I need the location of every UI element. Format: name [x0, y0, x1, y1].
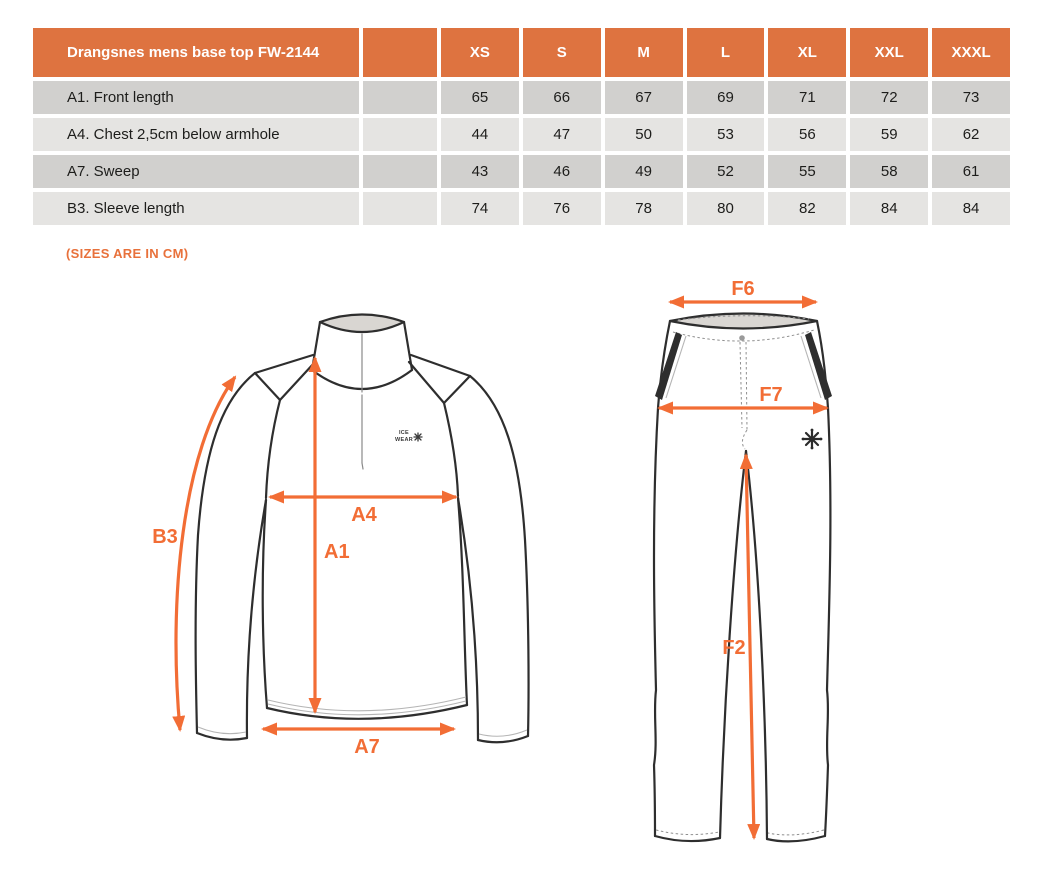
base-top-measurement-diagram [120, 300, 600, 770]
table-cell: 74 [441, 192, 519, 225]
shirt-right-raglan-seam [444, 403, 458, 496]
size-header-m: M [605, 28, 683, 77]
shirt-right-cuff-stitch [479, 730, 527, 736]
table-cell: 43 [441, 155, 519, 188]
table-cell: 71 [768, 81, 846, 114]
sleeve-length-arrow-b3 [176, 377, 235, 730]
size-header-xs: XS [441, 28, 519, 77]
shirt-left-raglan-seam [266, 400, 280, 498]
size-table [33, 28, 1010, 225]
shirt-collar-opening [320, 315, 404, 333]
front-length-label: A1 [324, 541, 350, 563]
table-header-spacer [363, 28, 437, 77]
row-label-sweep: A7. Sweep [33, 155, 359, 188]
table-cell: 61 [932, 155, 1010, 188]
table-cell: 52 [687, 155, 765, 188]
brand-logo-line2: WEAR [394, 437, 414, 443]
pants-fly-j-stitch [742, 430, 747, 449]
table-cell: 72 [850, 81, 928, 114]
pants-fly-stitch-left [740, 342, 742, 428]
table-cell: 73 [932, 81, 1010, 114]
size-header-s: S [523, 28, 601, 77]
pants-measurement-diagram [620, 270, 920, 880]
table-cell: 84 [850, 192, 928, 225]
pants-snowflake-icon [802, 429, 823, 450]
table-cell: 56 [768, 118, 846, 151]
shirt-left-shoulder [255, 355, 313, 373]
table-cell: 69 [687, 81, 765, 114]
row-spacer [363, 192, 437, 225]
table-cell: 78 [605, 192, 683, 225]
table-cell: 50 [605, 118, 683, 151]
pants-fly-stitch-right [746, 342, 747, 430]
pants-left-hem-stitch [656, 830, 719, 835]
shirt-right-shoulder [411, 355, 470, 376]
table-cell: 47 [523, 118, 601, 151]
row-spacer [363, 81, 437, 114]
table-cell: 55 [768, 155, 846, 188]
row-label-sleeve-length: B3. Sleeve length [33, 192, 359, 225]
pants-button [739, 335, 745, 341]
table-cell: 67 [605, 81, 683, 114]
table-cell: 44 [441, 118, 519, 151]
table-cell: 65 [441, 81, 519, 114]
inseam-label: F2 [722, 637, 746, 659]
shirt-left-cuff [197, 733, 247, 740]
size-header-l: L [687, 28, 765, 77]
pants-right-side [817, 321, 830, 836]
pants-right-hem [767, 836, 825, 841]
shirt-right-sleeve-outline [470, 376, 529, 736]
shirt-right-shoulder-panel-seam [409, 362, 470, 403]
table-cell: 62 [932, 118, 1010, 151]
table-cell: 76 [523, 192, 601, 225]
row-spacer [363, 118, 437, 151]
shirt-collar-right-edge [404, 322, 412, 370]
shirt-left-sleeve-outline [196, 373, 255, 733]
unit-note: (SIZES ARE IN CM) [66, 246, 189, 261]
pants-right-hem-stitch [768, 830, 824, 835]
row-spacer [363, 155, 437, 188]
pants-left-hem [655, 836, 720, 841]
sleeve-length-label: B3 [152, 526, 178, 548]
size-header-xl: XL [768, 28, 846, 77]
table-cell: 80 [687, 192, 765, 225]
waist-label: F6 [731, 278, 755, 300]
shirt-left-shoulder-panel-seam [255, 362, 315, 400]
shirt-hem-stitch [268, 697, 466, 711]
table-cell: 58 [850, 155, 928, 188]
table-cell: 46 [523, 155, 601, 188]
row-label-front-length: A1. Front length [33, 81, 359, 114]
table-cell: 53 [687, 118, 765, 151]
size-header-xxxl: XXXL [932, 28, 1010, 77]
shirt-right-cuff [478, 736, 528, 742]
sweep-label: A7 [354, 736, 380, 758]
shirt-left-cuff-stitch [198, 727, 246, 734]
shirt-left-side [263, 500, 267, 708]
table-cell: 49 [605, 155, 683, 188]
hip-label: F7 [759, 384, 783, 406]
chest-label: A4 [351, 504, 377, 526]
brand-logo-line1: ICE [398, 430, 410, 436]
shirt-zipper-pull [362, 463, 363, 469]
table-title: Drangsnes mens base top FW-2144 [33, 28, 359, 77]
row-label-chest: A4. Chest 2,5cm below armhole [33, 118, 359, 151]
brand-logo-snowflake-icon [414, 433, 422, 441]
table-cell: 82 [768, 192, 846, 225]
table-cell: 84 [932, 192, 1010, 225]
size-header-xxl: XXL [850, 28, 928, 77]
table-cell: 66 [523, 81, 601, 114]
table-cell: 59 [850, 118, 928, 151]
